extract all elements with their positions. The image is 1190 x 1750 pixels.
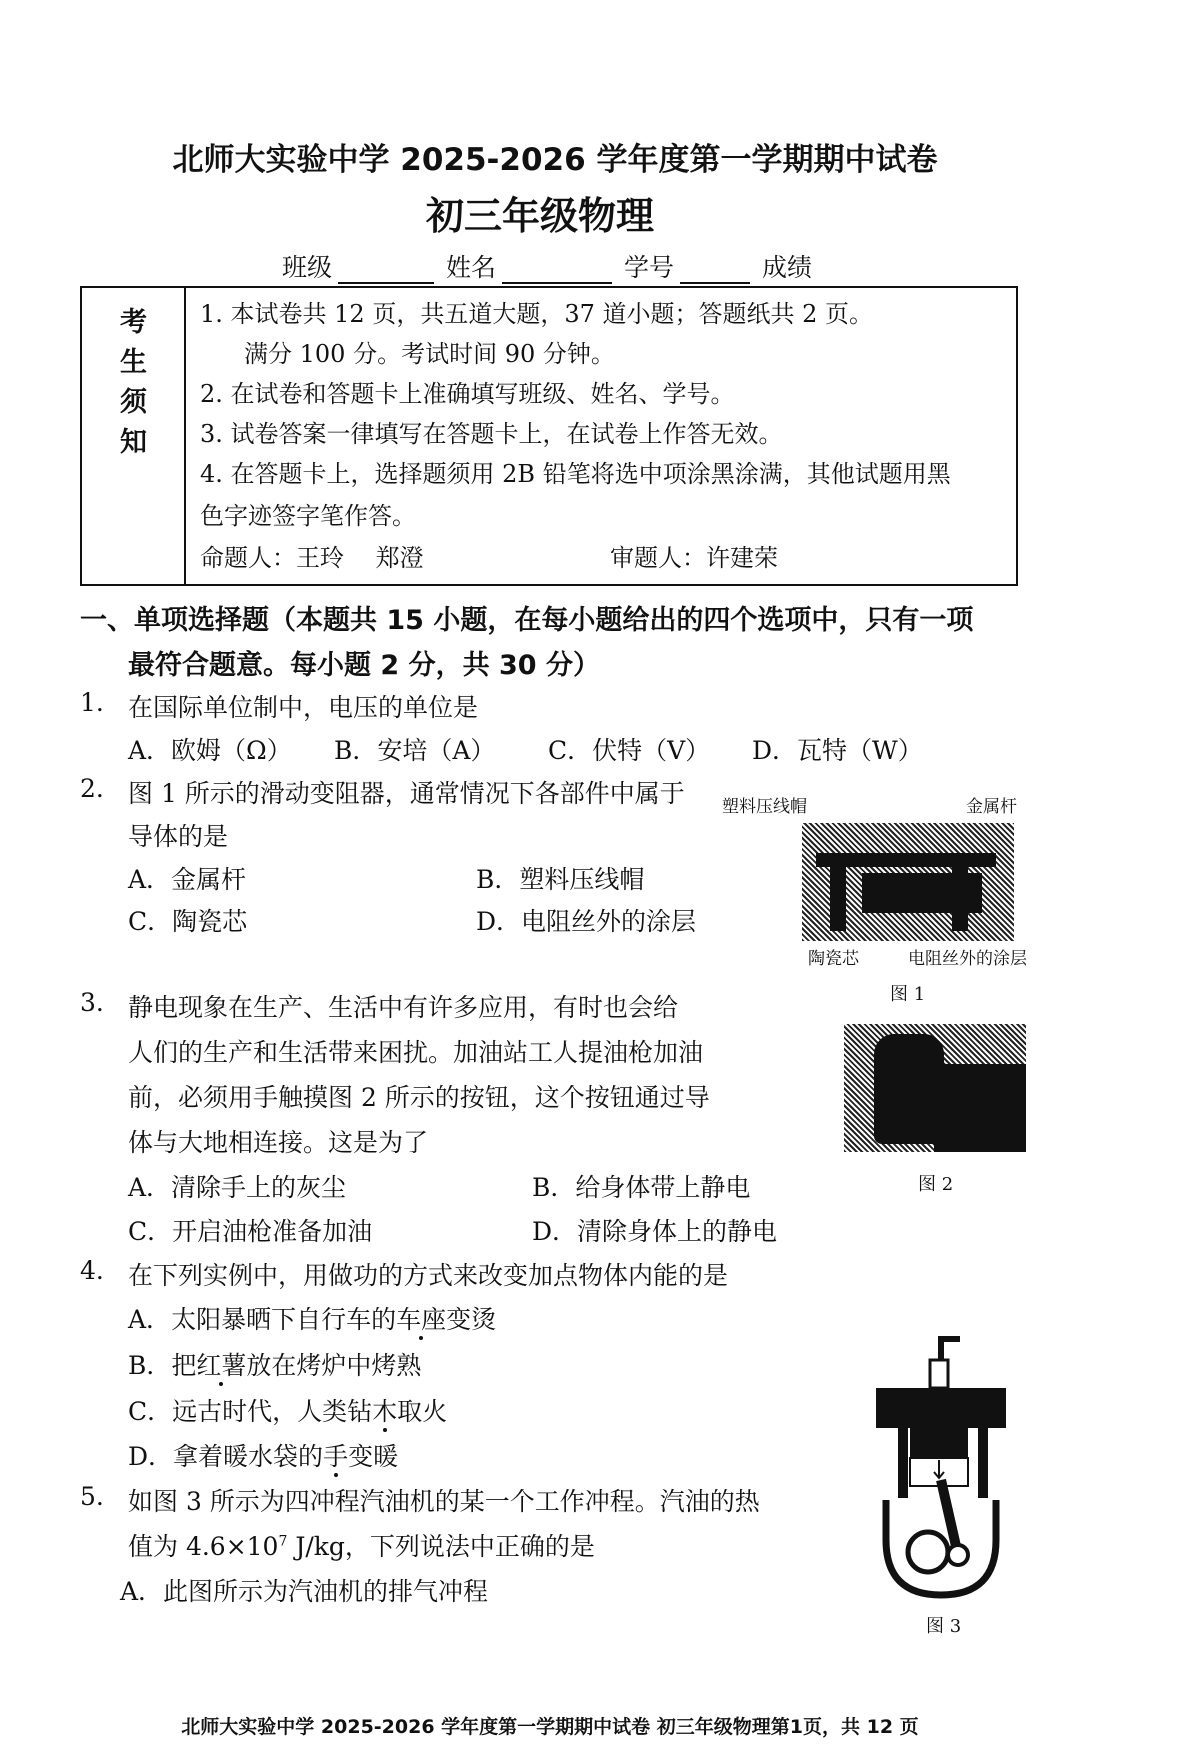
option-a[interactable]: A．此图所示为汽油机的排气冲程: [120, 1577, 489, 1606]
question-stem-cont: 导体的是: [128, 822, 229, 851]
score-label: 成绩: [762, 253, 813, 282]
question-stem: 在国际单位制中，电压的单位是: [128, 693, 479, 722]
authors: 命题人：王玲 郑澄: [200, 544, 424, 572]
question-number: 4.: [80, 1256, 104, 1285]
option-text: 变暖: [348, 1442, 399, 1471]
question-stem-cont: 体与大地相连接。这是为了: [128, 1128, 429, 1157]
question-number: 2.: [80, 774, 104, 803]
option-c[interactable]: C．陶瓷芯: [128, 907, 248, 936]
figure-label: 金属杆: [966, 797, 1017, 817]
class-field[interactable]: [338, 260, 434, 284]
option-a[interactable]: A．清除手上的灰尘: [128, 1173, 347, 1202]
option-label: D．: [128, 1442, 174, 1471]
exam-subject: 初三年级物理: [425, 194, 654, 238]
option-text: 太阳暴晒下自行车的: [171, 1305, 397, 1334]
option-a[interactable]: A．欧姆（Ω）: [128, 736, 292, 765]
notice-line-2: 2. 在试卷和答题卡上准确填写班级、姓名、学号。: [200, 380, 735, 408]
notice-heading-char: 知: [120, 427, 147, 458]
emphasized-text: 木: [372, 1397, 398, 1426]
option-label: C．: [128, 1397, 173, 1426]
option-text: 变烫: [446, 1305, 497, 1334]
option-c[interactable]: [128, 1392, 447, 1428]
option-d[interactable]: D．电阻丝外的涂层: [476, 907, 697, 936]
option-d[interactable]: D．清除身体上的静电: [532, 1217, 778, 1246]
notice-heading-char: 须: [120, 387, 147, 418]
notice-heading-char: 生: [120, 347, 147, 378]
option-c[interactable]: C．开启油枪准备加油: [128, 1217, 373, 1246]
option-text: 把: [171, 1351, 197, 1380]
student-id-label: 学号: [624, 253, 675, 282]
notice-body: [186, 288, 1016, 584]
section-heading-cont: 最符合题意。每小题 2 分，共 30 分）: [128, 650, 600, 681]
exam-notice-box: [80, 286, 1018, 586]
option-c[interactable]: C．伏特（V）: [548, 736, 711, 765]
option-label: A．: [128, 1305, 172, 1334]
rheostat-image: [802, 823, 1014, 941]
student-info-line: [282, 248, 812, 284]
engine-diagram-image: [866, 1330, 1016, 1600]
question-number: 1.: [80, 688, 104, 717]
option-d[interactable]: [128, 1437, 398, 1473]
section-heading: 一、单项选择题（本题共 15 小题，在每小题给出的四个选项中，只有一项: [80, 605, 974, 636]
option-b[interactable]: B．塑料压线帽: [476, 865, 645, 894]
option-text: 取火: [397, 1397, 448, 1426]
question-stem: 图 1 所示的滑动变阻器，通常情况下各部件中属于: [128, 779, 685, 808]
figure-caption: 图 2: [918, 1174, 954, 1195]
question-stem-cont: [128, 1527, 595, 1563]
notice-line-4b: 色字迹签字笔作答。: [200, 502, 416, 530]
option-label: B．: [128, 1351, 172, 1380]
question-stem-cont: 前，必须用手触摸图 2 所示的按钮，这个按钮通过导: [128, 1083, 710, 1112]
option-d[interactable]: D．瓦特（W）: [752, 736, 923, 765]
notice-heading: [82, 288, 186, 584]
emphasized-text: 车座: [396, 1305, 447, 1334]
page-footer: 北师大实验中学 2025-2026 学年度第一学期期中试卷 初三年级物理第1页，共 12 页: [181, 1716, 919, 1738]
question-stem: 静电现象在生产、生活中有许多应用，有时也会给: [128, 993, 679, 1022]
question-number: 3.: [80, 988, 104, 1017]
question-stem-cont: 人们的生产和生活带来困扰。加油站工人提油枪加油: [128, 1038, 704, 1067]
question-stem: 在下列实例中，用做功的方式来改变加点物体内能的是: [128, 1261, 729, 1290]
exam-title: 北师大实验中学 2025-2026 学年度第一学期期中试卷: [172, 142, 938, 178]
notice-line-1: 1. 本试卷共 12 页，共五道大题，37 道小题；答题纸共 2 页。: [200, 300, 874, 328]
notice-heading-char: 考: [120, 307, 147, 338]
reviewer: 审题人：许建荣: [610, 544, 778, 572]
notice-line-1b: 满分 100 分。考试时间 90 分钟。: [244, 340, 615, 368]
emphasized-text: 红薯: [196, 1351, 247, 1380]
question-stem: 如图 3 所示为四冲程汽油机的某一个工作冲程。汽油的热: [128, 1487, 760, 1516]
notice-line-4: 4. 在答题卡上，选择题须用 2B 铅笔将选中项涂黑涂满，其他试题用黑: [200, 460, 951, 488]
figure-label: 陶瓷芯: [808, 949, 859, 969]
heat-value-text: 值为 4.6×10: [128, 1532, 279, 1561]
exponent: 7: [278, 1533, 288, 1550]
name-label: 姓名: [446, 253, 497, 282]
figure-label: 塑料压线帽: [722, 797, 807, 817]
option-b[interactable]: B．安培（A）: [334, 736, 496, 765]
option-b[interactable]: [128, 1346, 421, 1382]
option-b[interactable]: B．给身体带上静电: [532, 1173, 751, 1202]
option-a[interactable]: [128, 1300, 496, 1336]
emphasized-text: 手: [323, 1442, 349, 1471]
grounding-button-image: [844, 1024, 1026, 1152]
figure-label: 电阻丝外的涂层: [908, 949, 1027, 969]
option-text: 远古时代，人类钻: [172, 1397, 373, 1426]
class-label: 班级: [282, 253, 333, 282]
notice-line-3: 3. 试卷答案一律填写在答题卡上，在试卷上作答无效。: [200, 420, 783, 448]
option-text: 放在烤炉中烤熟: [246, 1351, 422, 1380]
option-a[interactable]: A．金属杆: [128, 865, 247, 894]
student-id-field[interactable]: [680, 260, 750, 284]
question-number: 5.: [80, 1482, 104, 1511]
question-stem-text: J/kg，下列说法中正确的是: [287, 1532, 595, 1561]
figure-caption: 图 3: [926, 1616, 962, 1637]
option-text: 拿着暖水袋的: [173, 1442, 324, 1471]
name-field[interactable]: [502, 260, 612, 284]
figure-caption: 图 1: [890, 984, 926, 1005]
